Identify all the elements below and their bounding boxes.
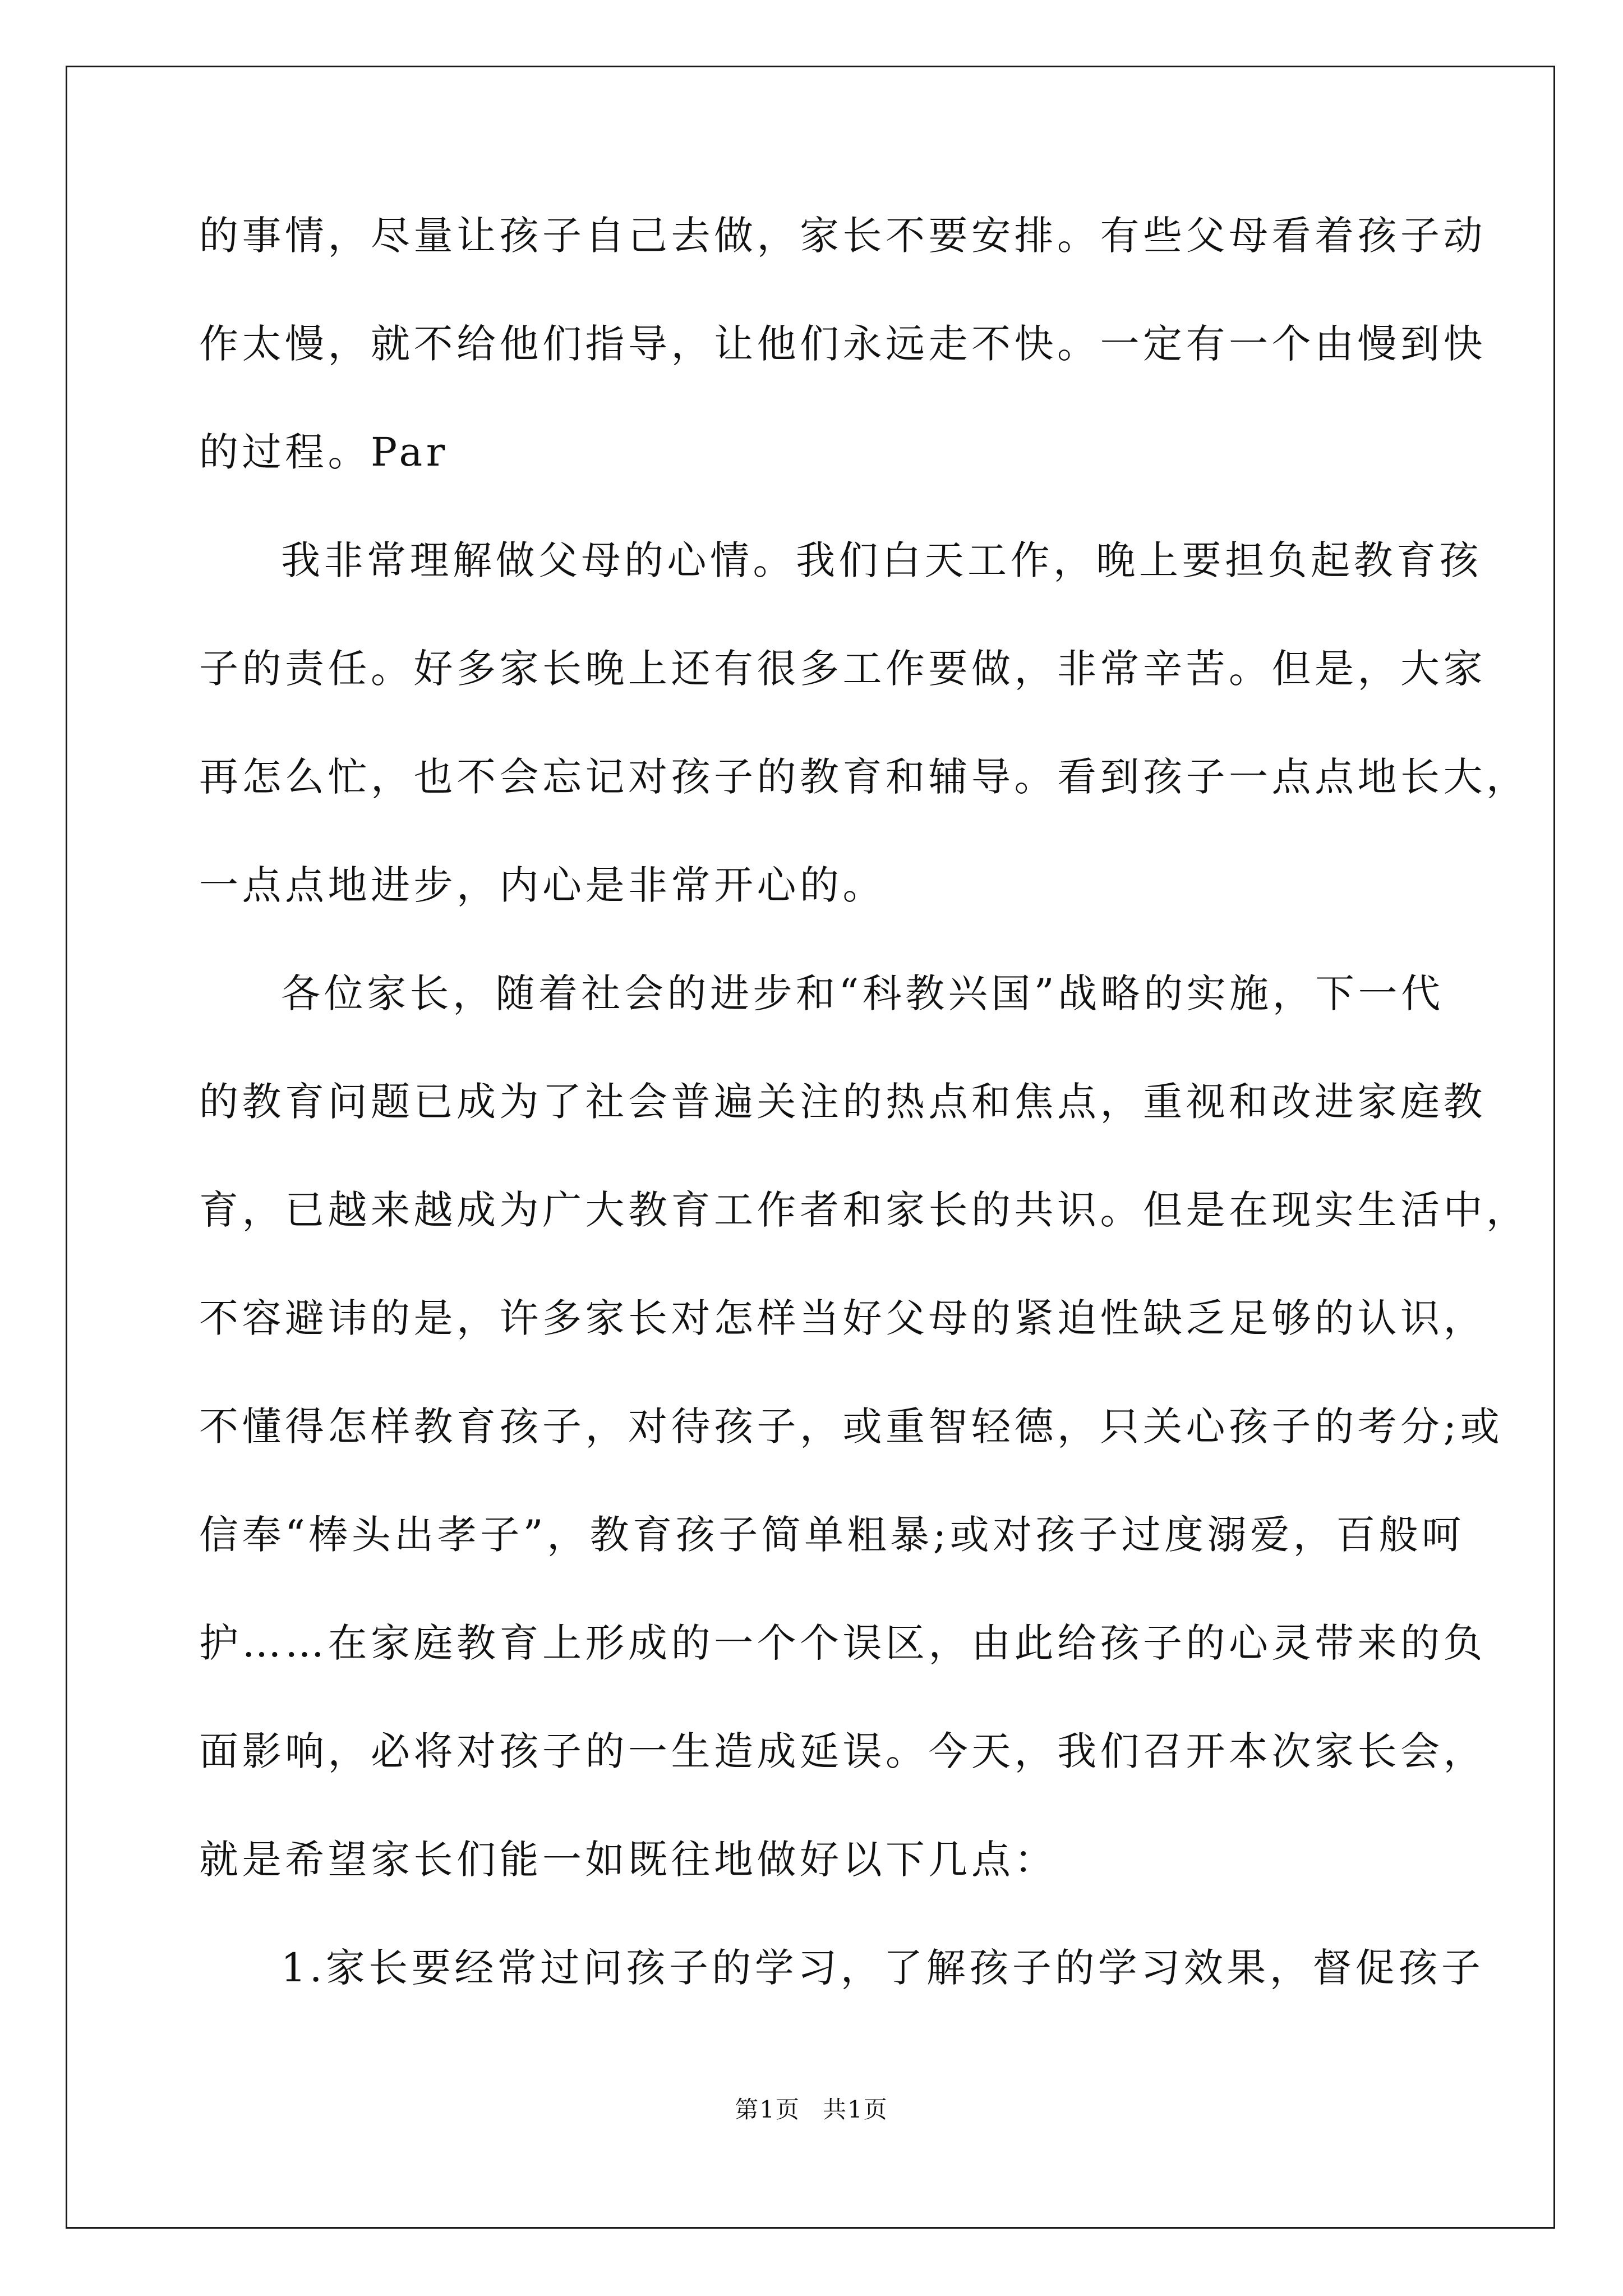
text-line: 的事情，尽量让孩子自己去做，家长不要安排。有些父母看着孩子动 xyxy=(199,213,1486,259)
text-line: 1.家长要经常过问孩子的学习，了解孩子的学习效果，督促孩子 xyxy=(281,1945,1484,1991)
text-line: 不容避讳的是，许多家长对怎样当好父母的紧迫性缺乏足够的认识， xyxy=(199,1295,1486,1341)
text-line: 一点点地进步，内心是非常开心的。 xyxy=(199,862,886,908)
text-line: 再怎么忙，也不会忘记对孩子的教育和辅导。看到孩子一点点地长大， xyxy=(199,754,1529,800)
page-total: 共1页 xyxy=(823,2096,888,2123)
text-line: 作太慢，就不给他们指导，让他们永远走不快。一定有一个由慢到快 xyxy=(199,321,1486,367)
paragraph-3 xyxy=(199,970,1529,1883)
text-line: 就是希望家长们能一如既往地做好以下几点： xyxy=(199,1837,1057,1883)
paragraph-4 xyxy=(199,1945,1484,1991)
text-line: 的过程。Par xyxy=(199,429,449,475)
text-line: 面影响，必将对孩子的一生造成延误。今天，我们召开本次家长会， xyxy=(199,1728,1486,1774)
text-line: 信奉“棒头出孝子”，教育孩子简单粗暴;或对孩子过度溺爱，百般呵 xyxy=(199,1512,1465,1558)
text-line: 护……在家庭教育上形成的一个个误区，由此给孩子的心灵带来的负 xyxy=(199,1620,1486,1666)
text-line: 不懂得怎样教育孩子，对待孩子，或重智轻德，只关心孩子的考分;或 xyxy=(199,1404,1504,1450)
text-line: 的教育问题已成为了社会普遍关注的热点和焦点，重视和改进家庭教 xyxy=(199,1079,1486,1125)
paragraph-2 xyxy=(199,537,1529,908)
page-number: 第1页 xyxy=(735,2096,800,2123)
text-line: 育，已越来越成为广大教育工作者和家长的共识。但是在现实生活中， xyxy=(199,1187,1529,1233)
text-line: 我非常理解做父母的心情。我们白天工作，晚上要担负起教育孩 xyxy=(281,537,1482,583)
paragraph-1 xyxy=(199,213,1486,475)
document-body xyxy=(199,213,1529,1991)
text-line: 各位家长，随着社会的进步和“科教兴国”战略的实施，下一代 xyxy=(281,970,1444,1016)
text-line: 子的责任。好多家长晚上还有很多工作要做，非常辛苦。但是，大家 xyxy=(199,646,1486,692)
page-footer xyxy=(0,2098,1623,2122)
